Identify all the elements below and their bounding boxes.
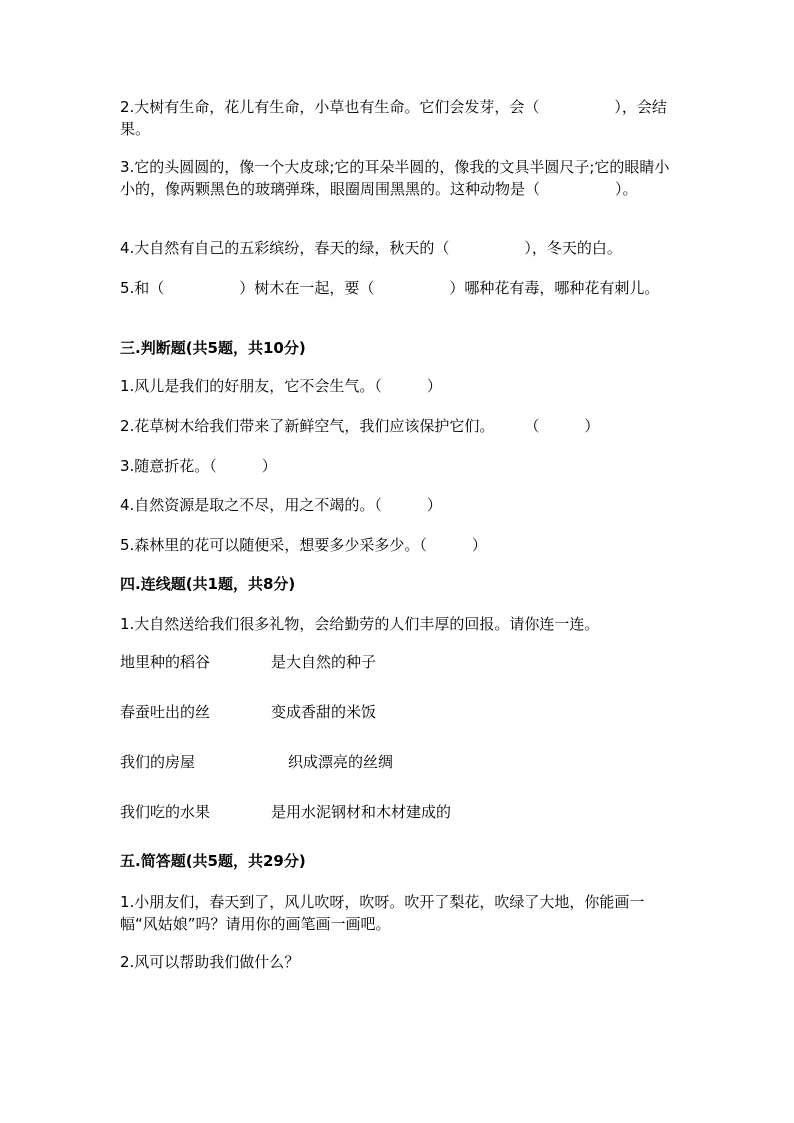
- short-question-2: 2.风可以帮助我们做什么？: [120, 953, 300, 971]
- match-right-2: 变成香甜的米饭: [271, 703, 377, 721]
- section-title-match: 四.连线题(共1题，共8分): [120, 575, 296, 593]
- fill-question-4: 4.大自然有自己的五彩缤纷，春天的绿，秋天的（ ），冬天的白。: [120, 239, 622, 257]
- match-left-3: 我们的房屋: [120, 753, 196, 771]
- match-left-2: 春蚕吐出的丝: [120, 703, 211, 721]
- fill-question-2: 2.大树有生命，花儿有生命，小草也有生命。它们会发芽，会（ ），会结果。: [120, 98, 667, 138]
- match-left-4: 我们吃的水果: [120, 803, 211, 821]
- judge-item-4: 4.自然资源是取之不尽，用之不竭的。（ ）: [120, 496, 442, 514]
- match-right-4: 是用水泥钢材和木材建成的: [271, 803, 452, 821]
- fill-question-5: 5.和（ ）树木在一起，要（ ）哪种花有毒，哪种花有刺儿。: [120, 279, 660, 297]
- short-question-1: 1.小朋友们，春天到了，风儿吹呀，吹呀。吹开了梨花，吹绿了大地，你能画一幅“风姑娘”吗？请用你的画笔画一画吧。: [120, 893, 645, 933]
- match-right-1: 是大自然的种子: [271, 653, 377, 671]
- judge-item-2: 2.花草树木给我们带来了新鲜空气，我们应该保护它们。 （ ）: [120, 417, 600, 435]
- match-question: 1.大自然送给我们很多礼物，会给勤劳的人们丰厚的回报。请你连一连。: [120, 615, 600, 633]
- section-title-short: 五.简答题(共5题，共29分): [120, 852, 306, 870]
- match-right-3: 织成漂亮的丝绸: [288, 753, 394, 771]
- judge-item-1: 1.风儿是我们的好朋友，它不会生气。（ ）: [120, 377, 442, 395]
- match-left-1: 地里种的稻谷: [120, 653, 211, 671]
- judge-item-3: 3.随意折花。（ ）: [120, 457, 277, 475]
- section-title-judge: 三.判断题(共5题，共10分): [120, 339, 306, 357]
- judge-item-5: 5.森林里的花可以随便采，想要多少采多少。（ ）: [120, 536, 487, 554]
- fill-question-3: 3.它的头圆圆的，像一个大皮球;它的耳朵半圆的，像我的文具半圆尺子;它的眼睛小小的，像两颗黑色的玻璃弹珠，眼圈周围黑黑的。这种动物是（ ）。: [120, 158, 670, 198]
